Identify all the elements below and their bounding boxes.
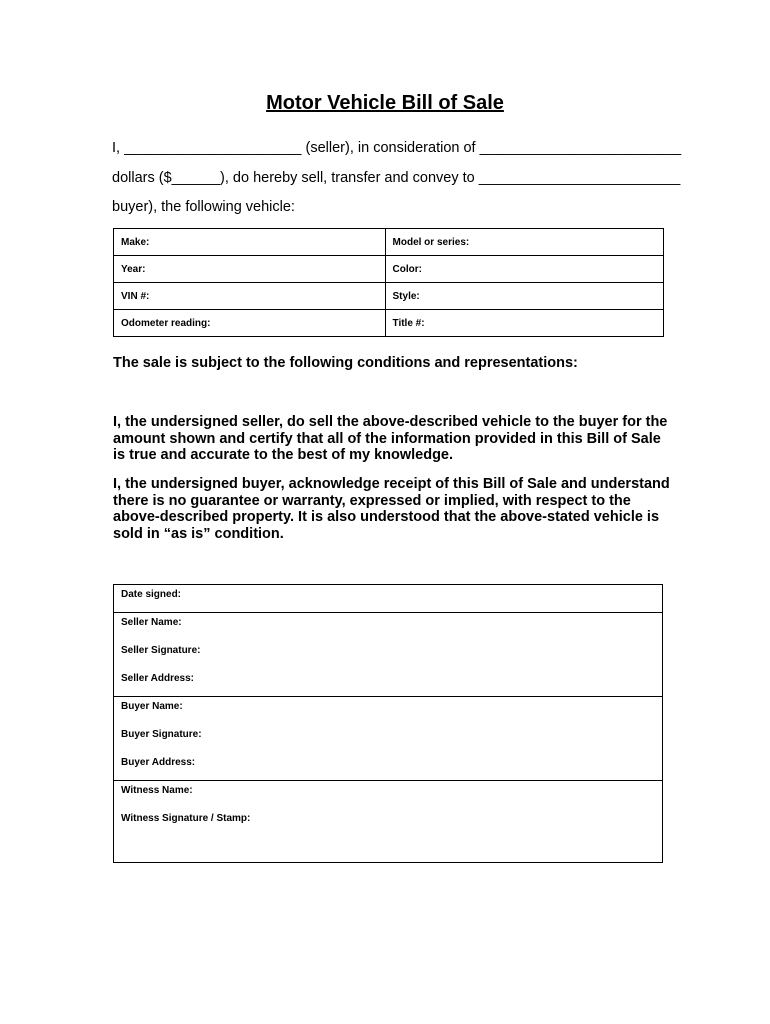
make-cell: Make: [114,229,386,256]
witness-name-label: Witness Name: [121,785,193,796]
intro-line-dollars: dollars ($______), do hereby sell, transfer and convey to _________________________ [112,170,681,186]
seller-address-label: Seller Address: [121,673,194,684]
buyer-name-label: Buyer Name: [121,701,183,712]
table-row [114,310,664,337]
buyer-address-label: Buyer Address: [121,757,196,768]
odometer-cell: Odometer reading: [114,310,386,337]
vin-cell: VIN #: [114,283,386,310]
witness-signature-label: Witness Signature / Stamp: [121,813,251,824]
seller-signature-label: Seller Signature: [121,645,201,656]
model-cell: Model or series: [385,229,663,256]
divider [114,612,662,613]
title-number-cell: Title #: [385,310,663,337]
intro-line-seller: I, ______________________ (seller), in consideration of _________________________ [112,140,682,156]
style-cell: Style: [385,283,663,310]
seller-name-label: Seller Name: [121,617,182,628]
buyer-statement: I, the undersigned buyer, acknowledge receipt of this Bill of Sale and understand there is no guarantee or warranty, expressed or implied, with respect to the above-described property. It is also understood that the above-stated vehicle is sold in “as is” condition. [113,476,670,542]
buyer-signature-label: Buyer Signature: [121,729,202,740]
color-cell: Color: [385,256,663,283]
divider [114,696,662,697]
divider [114,780,662,781]
signature-block [113,584,663,863]
table-row [114,229,664,256]
seller-statement: I, the undersigned seller, do sell the above-described vehicle to the buyer for the amount shown and certify that all of the information provided in this Bill of Sale is true and accurate to the best of my knowledge. [113,414,668,463]
conditions-heading: The sale is subject to the following conditions and representations: [113,355,578,371]
page-title: Motor Vehicle Bill of Sale [266,92,504,114]
table-row [114,283,664,310]
year-cell: Year: [114,256,386,283]
intro-line-vehicle: buyer), the following vehicle: [112,199,295,215]
table-row [114,256,664,283]
vehicle-details-table [113,228,664,337]
date-signed-label: Date signed: [121,589,182,600]
